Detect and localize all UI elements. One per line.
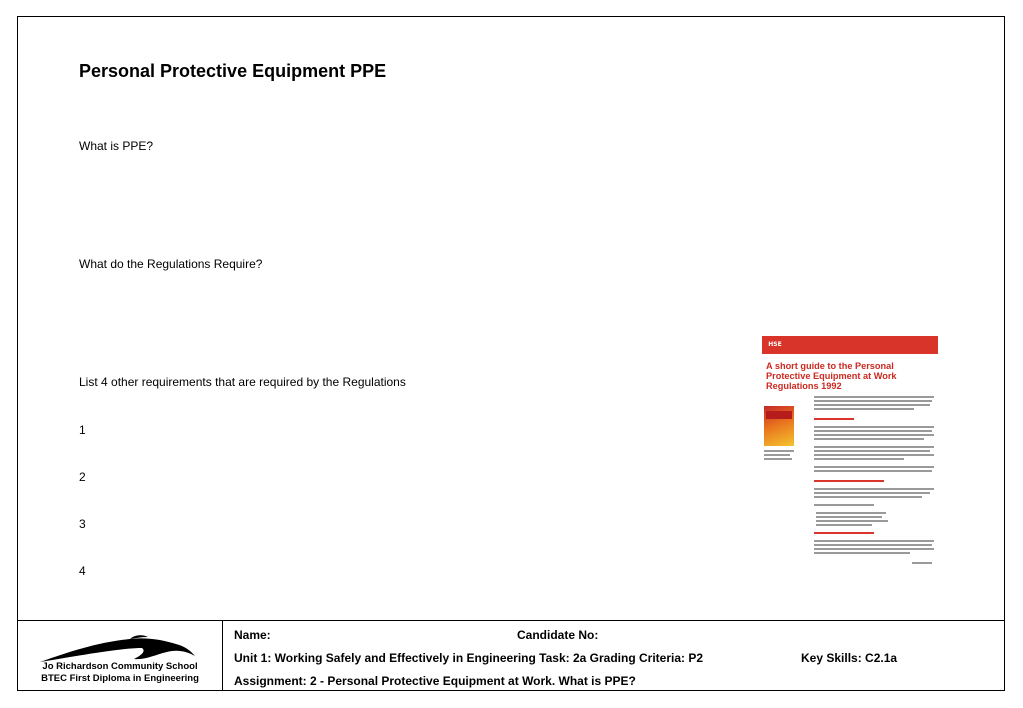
leaflet-heading-line-1: A short guide to the Personal <box>766 361 894 371</box>
leaflet-text-line <box>814 450 930 452</box>
school-name: Jo Richardson Community School <box>42 661 198 672</box>
leaflet-text-line <box>814 540 934 542</box>
page-title: Personal Protective Equipment PPE <box>79 61 387 81</box>
candidate-no-label: Candidate No: <box>517 628 599 642</box>
leaflet-bullet-line <box>816 516 882 518</box>
leaflet-caption-line <box>764 458 792 460</box>
leaflet-text-line <box>814 470 932 472</box>
leaflet-text-line <box>814 430 932 432</box>
question-what-is-ppe: What is PPE? <box>79 139 154 153</box>
leaflet-text-line <box>814 426 934 428</box>
leaflet-text-line <box>814 404 930 406</box>
leaflet-text-line <box>814 400 932 402</box>
leaflet-cover-band <box>766 411 792 419</box>
leaflet-text-line <box>814 466 934 468</box>
footer-box <box>17 620 1005 691</box>
footer-divider <box>222 621 223 690</box>
hse-logo: HSE <box>768 341 782 348</box>
leaflet-footer-line <box>912 562 932 564</box>
leaflet-header-bar <box>762 336 938 354</box>
leaflet-subheading <box>814 532 874 534</box>
leaflet-subheading <box>814 480 884 482</box>
question-list-four: List 4 other requirements that are required by the Regulations <box>79 375 406 389</box>
leaflet-text-line <box>814 434 934 436</box>
leaflet-text-line <box>814 396 934 398</box>
unit-line: Unit 1: Working Safely and Effectively in Engineering Task: 2a Grading Criteria: P2 <box>234 651 704 665</box>
school-bird-logo-icon <box>38 634 198 664</box>
leaflet-text-line <box>814 458 904 460</box>
leaflet-text-line <box>814 504 874 506</box>
leaflet-caption-line <box>764 450 794 452</box>
leaflet-text-line <box>814 548 934 550</box>
leaflet-text-line <box>814 446 934 448</box>
assignment-line: Assignment: 2 - Personal Protective Equipment at Work. What is PPE? <box>234 674 636 688</box>
list-number-2: 2 <box>79 470 86 484</box>
leaflet-bullet-line <box>816 512 886 514</box>
question-regulations: What do the Regulations Require? <box>79 257 263 271</box>
hse-leaflet-image <box>762 336 938 568</box>
leaflet-text-line <box>814 552 910 554</box>
leaflet-caption-line <box>764 454 790 456</box>
leaflet-text-line <box>814 488 934 490</box>
leaflet-text-line <box>814 454 934 456</box>
leaflet-subheading <box>814 418 854 420</box>
leaflet-text-line <box>814 438 924 440</box>
list-number-1: 1 <box>79 423 86 437</box>
leaflet-heading-line-2: Protective Equipment at Work <box>766 371 897 381</box>
list-number-4: 4 <box>79 564 86 578</box>
name-label: Name: <box>234 628 271 642</box>
leaflet-text-line <box>814 496 922 498</box>
leaflet-text-line <box>814 492 930 494</box>
leaflet-bullet-line <box>816 524 872 526</box>
school-info <box>18 661 222 685</box>
leaflet-text-line <box>814 544 932 546</box>
leaflet-text-line <box>814 408 914 410</box>
leaflet-heading-line-3: Regulations 1992 <box>766 381 842 391</box>
leaflet-bullet-line <box>816 520 888 522</box>
list-number-3: 3 <box>79 517 86 531</box>
course-name: BTEC First Diploma in Engineering <box>41 673 199 684</box>
key-skills: Key Skills: C2.1a <box>801 651 898 665</box>
